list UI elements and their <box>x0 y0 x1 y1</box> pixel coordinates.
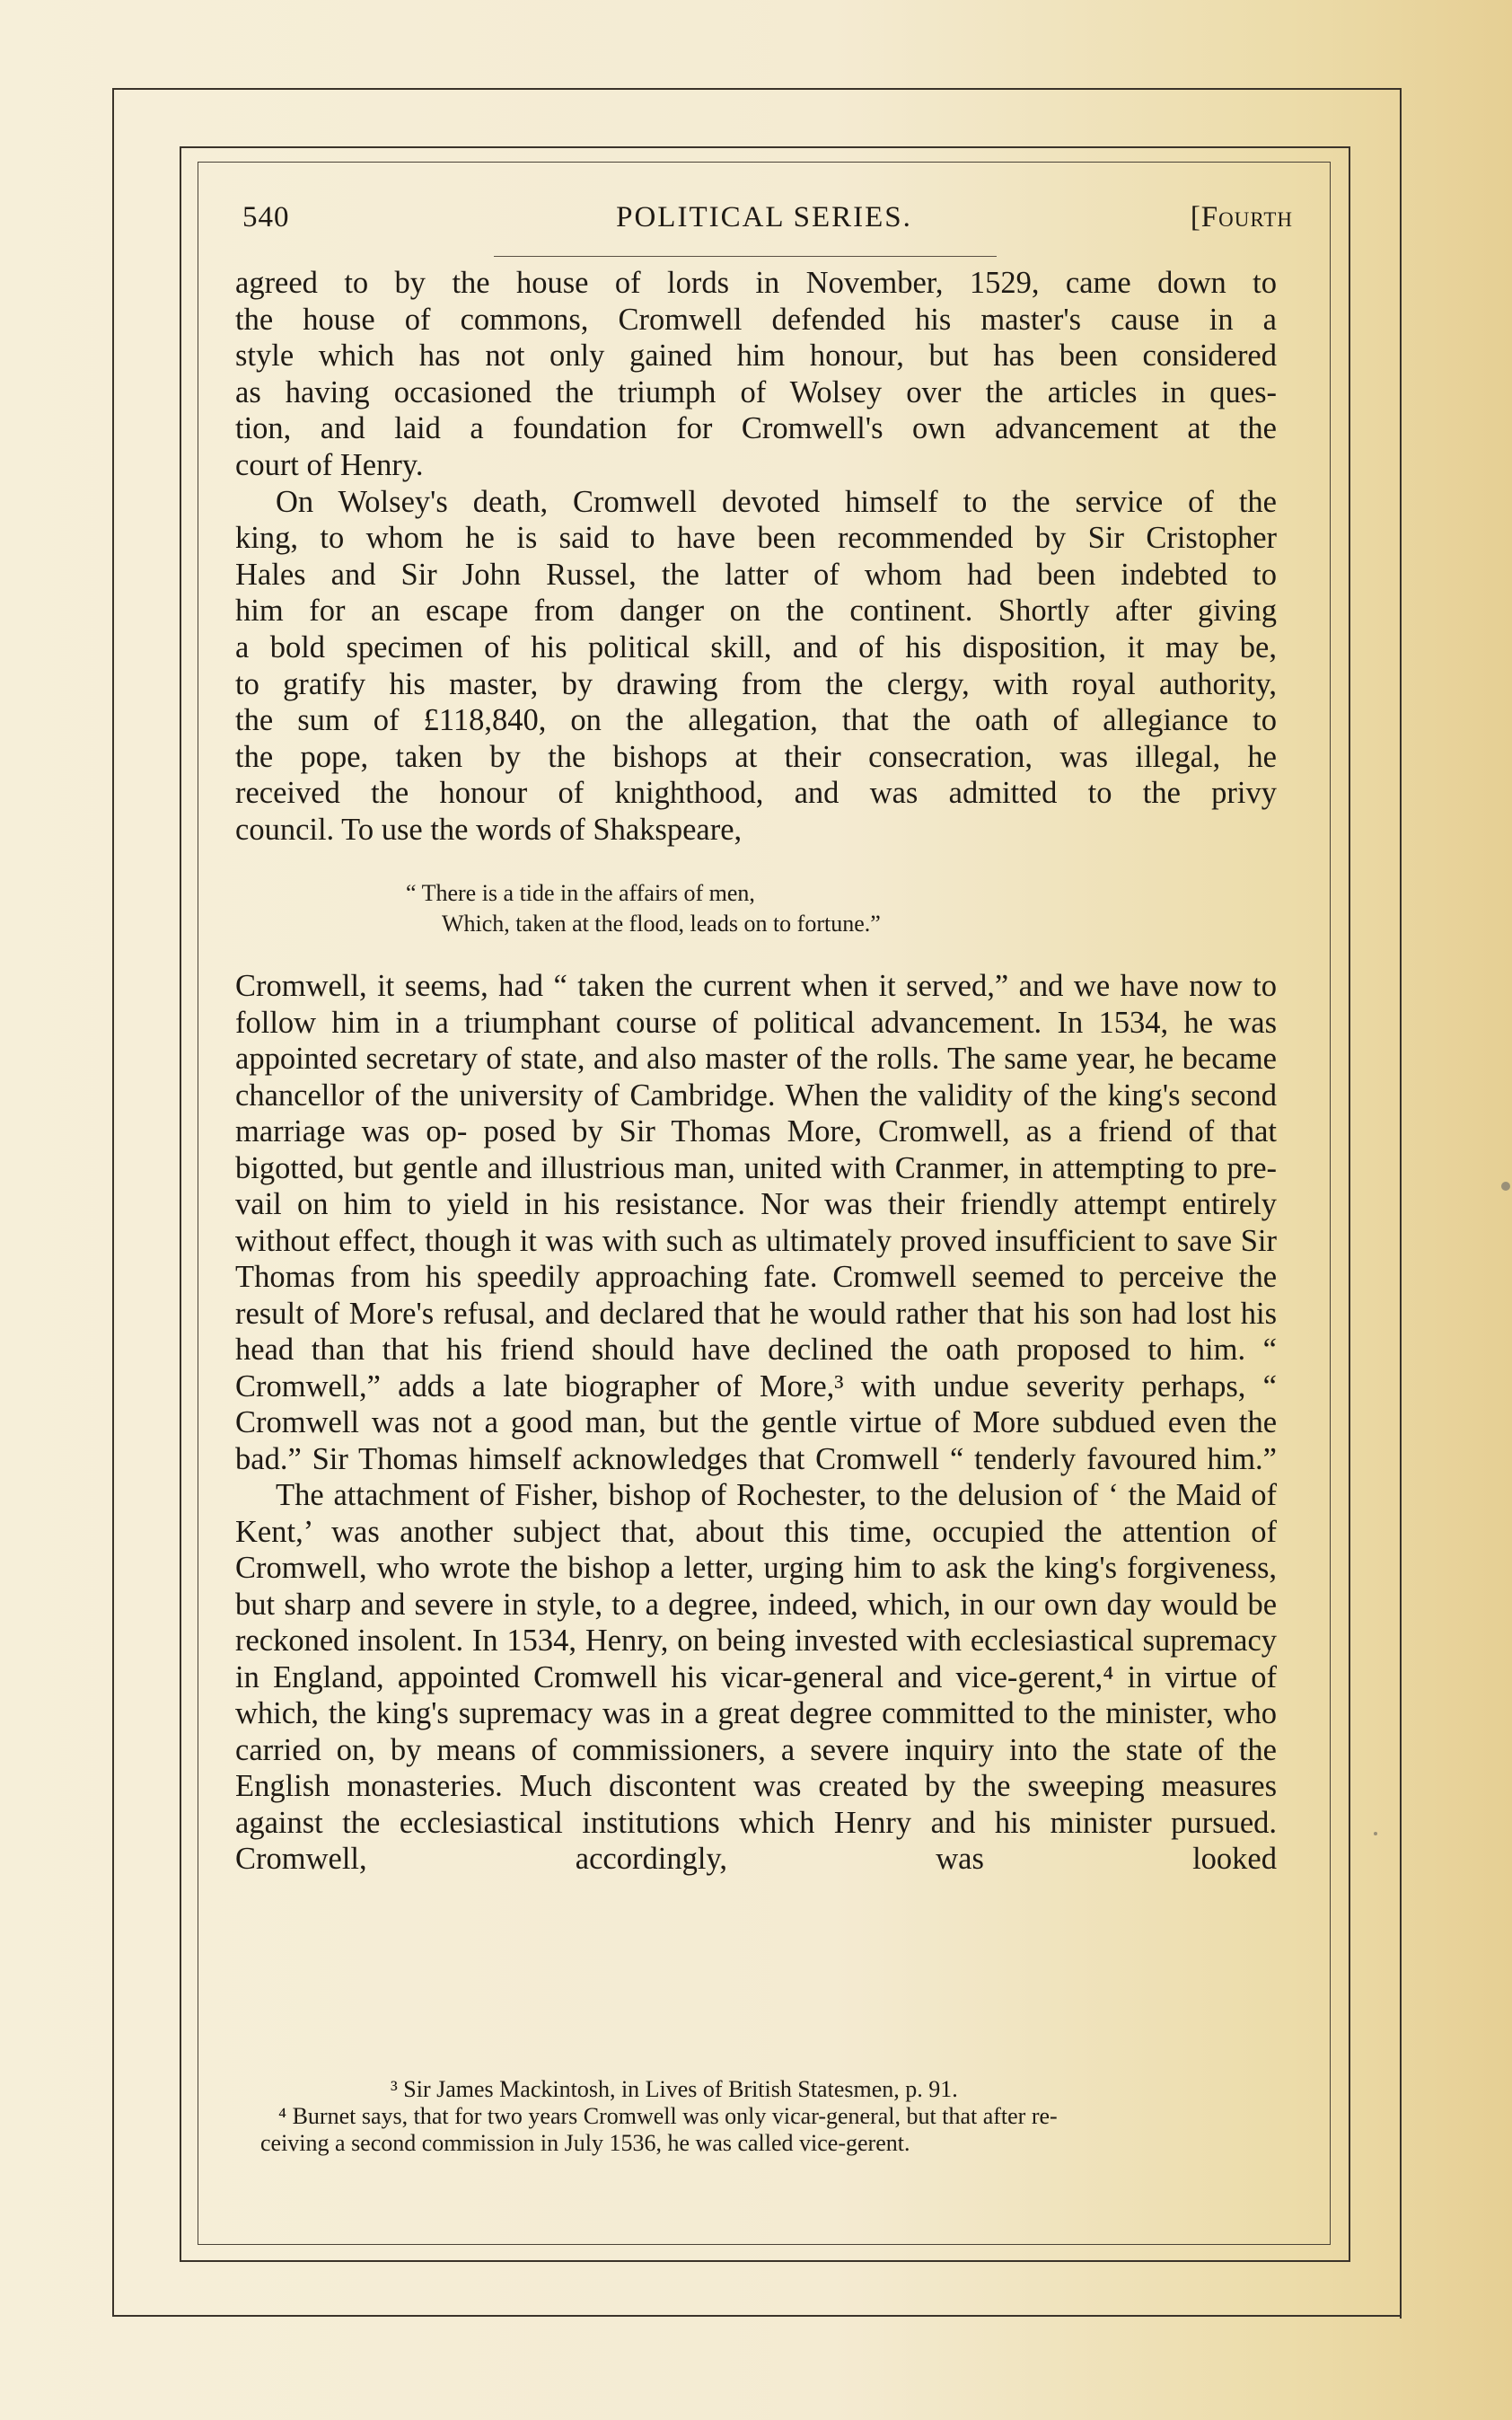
footnote-3: ³ Sir James Mackintosh, in Lives of British Statesmen, p. 91. <box>391 2076 958 2102</box>
text-line: attention of Cromwell, who wrote the bishop a letter, urging him to <box>235 1514 1277 1585</box>
paragraph-3 <box>235 968 1277 1477</box>
header-rule <box>494 256 997 257</box>
text-line: as having occasioned the triumph of Wolsey over the articles in ques- <box>235 374 1277 409</box>
text-line: Henry and his minister pursued. Cromwell, accordingly, was looked <box>235 1805 1278 1876</box>
text-line: a bold specimen of his political skill, and of his disposition, it may be, <box>235 629 1277 664</box>
text-line: agreed to by the house of lords in November, 1529, came down to <box>235 266 1277 300</box>
text-line: which, the king's supremacy was in a great degree committed to the <box>235 1696 1096 1730</box>
text-line: ask the king's forgiveness, but sharp and severe in style, to a degree, <box>235 1551 1278 1622</box>
quote-line: “ There is a tide in the affairs of men, <box>406 880 755 906</box>
footnote-4: ⁴ Burnet says, that for two years Cromwell was only vicar-general, but that after re- <box>278 2103 1058 2129</box>
quote-line: Which, taken at the flood, leads on to fortune.” <box>442 911 881 937</box>
footnotes <box>260 2076 1275 2157</box>
text-line: late biographer of More,³ with undue severity perhaps, “ Cromwell was <box>235 1368 1277 1439</box>
text-line: Cambridge. When the validity of the king's second marriage was op- <box>235 1078 1278 1148</box>
text-line: entirely without effect, though it was with such as ultimately proved <box>235 1187 1277 1258</box>
text-line: insufficient to save Sir Thomas from his speedily approaching fate. <box>235 1223 1277 1294</box>
body-text-upper <box>235 265 1277 849</box>
text-line: have now to follow him in a triumphant course of political advancement. <box>235 969 1278 1040</box>
text-line: Cromwell, it seems, had “ taken the current when it served,” and we <box>235 969 1111 1003</box>
paper-speck <box>1374 1832 1377 1835</box>
text-line: minister, who carried on, by means of commissioners, a severe inquiry <box>235 1696 1277 1767</box>
section-label: [Fourth <box>1190 201 1293 233</box>
text-line: indeed, which, in our own day would be reckoned insolent. In 1534, <box>235 1587 1278 1658</box>
paragraph-2 <box>235 484 1277 849</box>
verse-quotation <box>406 878 1034 939</box>
text-line: vail on him to yield in his resistance. Nor was their friendly attempt <box>235 1187 1167 1221</box>
text-line: to gratify his master, by drawing from the clergy, with royal authority, <box>235 666 1277 701</box>
paragraph-4 <box>235 1477 1277 1878</box>
text-line: posed by Sir Thomas More, Cromwell, as a friend of that bigotted, but <box>235 1114 1277 1185</box>
text-line: Sir Thomas himself acknowledges that Cromwell “ tenderly favoured <box>312 1441 1197 1476</box>
paper-speck <box>1501 1182 1510 1191</box>
text-line: Hales and Sir John Russel, the latter of whom had been indebted to <box>235 557 1277 592</box>
paragraph-1 <box>235 265 1277 484</box>
text-line: appointed Cromwell his vicar-general and vice-gerent,⁴ in virtue of <box>397 1659 1277 1694</box>
text-line: Henry, on being invested with ecclesiastical supremacy in England, <box>235 1624 1278 1694</box>
text-line: gentle and illustrious man, united with Cranmer, in attempting to pre- <box>402 1150 1278 1185</box>
text-line: tion, and laid a foundation for Cromwell's own advancement at the <box>235 411 1277 446</box>
outer-border-bottom <box>112 2315 1400 2317</box>
page-number: 540 <box>242 201 290 233</box>
footnote-4-continuation: ceiving a second commission in July 1536, he was called vice-gerent. <box>260 2130 910 2156</box>
text-line: him for an escape from danger on the continent. Shortly after giving <box>235 594 1277 629</box>
text-line: not a good man, but the gentle virtue of More subdued even the bad.” <box>235 1405 1278 1476</box>
text-line: court of Henry. <box>235 447 424 482</box>
text-line: should have declined the oath proposed to him. “ Cromwell,” adds a <box>235 1333 1277 1404</box>
page-header <box>235 198 1293 242</box>
text-line: by the sweeping measures against the ecclesiastical institutions which <box>235 1769 1278 1840</box>
text-line: council. To use the words of Shakspeare, <box>235 812 743 847</box>
text-line: style which has not only gained him honour, but has been considered <box>235 339 1277 374</box>
text-line: the pope, taken by the bishops at their consecration, was illegal, he <box>235 739 1277 774</box>
text-line: him.” <box>1207 1441 1277 1476</box>
text-line: Maid of Kent,’ was another subject that, about this time, occupied the <box>235 1478 1277 1549</box>
body-text-lower <box>235 968 1277 1878</box>
text-line: that he would rather that his son had lost his head than that his friend <box>235 1296 1277 1367</box>
text-line: into the state of the English monasteries. Much discontent was created <box>235 1732 1277 1803</box>
outer-border-left <box>112 88 114 2317</box>
text-line: On Wolsey's death, Cromwell devoted himself to the service of the <box>276 484 1277 519</box>
text-line: The attachment of Fisher, bishop of Rochester, to the delusion of ‘ the <box>276 1478 1166 1512</box>
text-line: received the honour of knighthood, and was admitted to the privy <box>235 776 1277 811</box>
running-head: POLITICAL SERIES. <box>616 201 912 233</box>
text-line: the sum of £118,840, on the allegation, that the oath of allegiance to <box>235 703 1277 738</box>
text-line: the house of commons, Cromwell defended his master's cause in a <box>235 302 1277 337</box>
text-line: In 1534, he was appointed secretary of state, and also master of the <box>235 1005 1277 1076</box>
text-line: rolls. The same year, he became chancellor of the university of <box>235 1042 1277 1113</box>
text-line: Cromwell seemed to perceive the result of More's refusal, and declared <box>235 1260 1278 1331</box>
text-line: king, to whom he is said to have been recommended by Sir Cristopher <box>235 521 1277 556</box>
